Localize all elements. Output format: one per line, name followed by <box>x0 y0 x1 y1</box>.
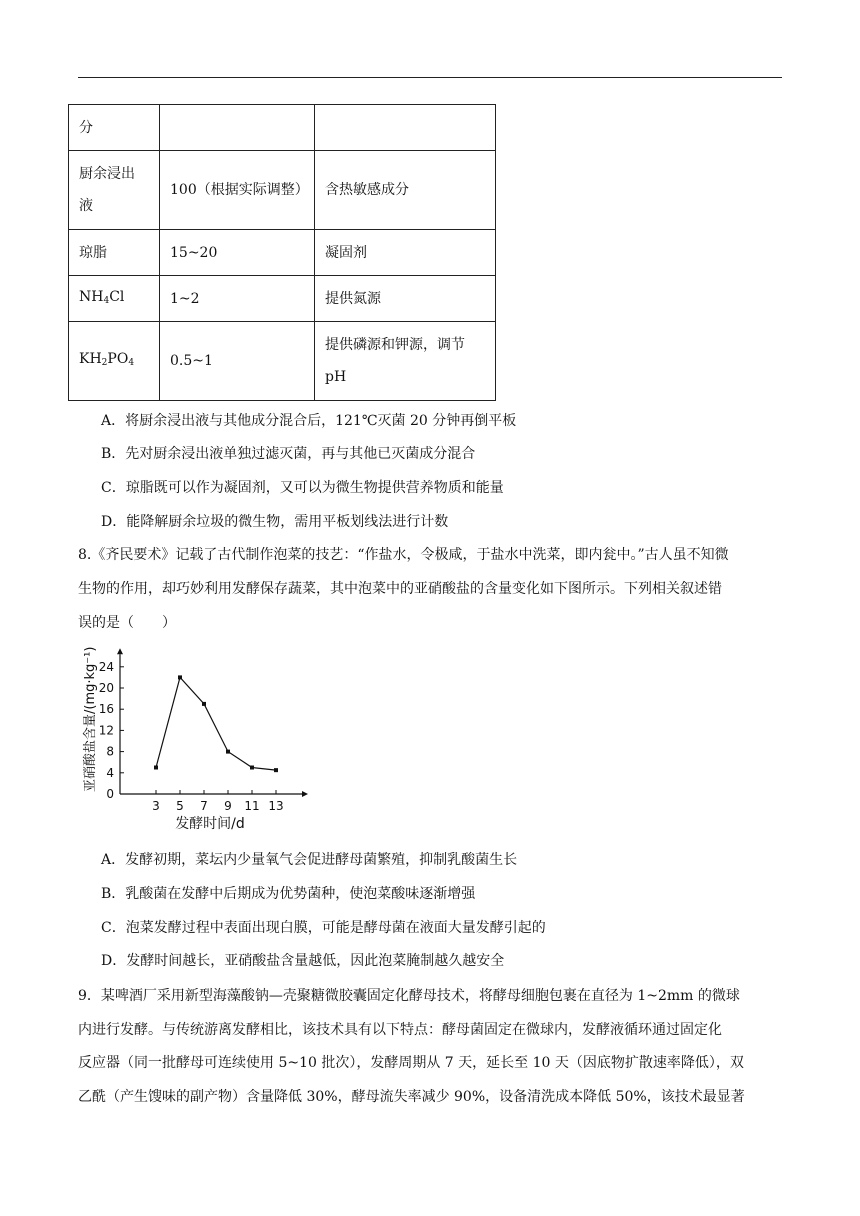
nitrite-line-chart <box>80 644 320 834</box>
chart-ticks <box>99 660 284 813</box>
data-point <box>154 766 158 770</box>
x-tick-label: 7 <box>200 799 208 813</box>
header-rule <box>78 77 782 78</box>
cell-line: pH <box>325 369 347 385</box>
table-cell <box>315 105 496 151</box>
y-axis-label: 亚硝酸盐含量/(mg·kg⁻¹) <box>83 646 98 792</box>
data-point <box>202 702 206 706</box>
q8-option-c: C．泡菜发酵过程中表面出现白膜，可能是酵母菌在液面大量发酵引起的 <box>101 920 546 936</box>
table-row <box>69 276 496 322</box>
q9-stem-line: 乙酰（产生馊味的副产物）含量降低 30%，酵母流失率减少 90%，设备清洗成本降低 50%，该技术最显著 <box>78 1089 745 1105</box>
table-cell: 15~20 <box>160 230 315 276</box>
series-line <box>156 677 276 770</box>
formula-part: PO <box>107 351 129 367</box>
table-cell <box>69 276 160 322</box>
table-cell: 琼脂 <box>69 230 160 276</box>
formula-subscript: 4 <box>103 295 110 306</box>
y-tick-label: 16 <box>98 702 114 717</box>
x-tick-label: 9 <box>224 799 232 813</box>
table-cell <box>69 151 160 230</box>
table-row <box>69 105 496 151</box>
q7-option-d: D．能降解厨余垃圾的微生物，需用平板划线法进行计数 <box>101 514 449 530</box>
table-cell: 100（根据实际调整） <box>160 151 315 230</box>
x-tick-label: 13 <box>268 799 284 813</box>
table-row <box>69 230 496 276</box>
cell-line: 提供磷源和钾源，调节 <box>325 337 465 353</box>
table-cell <box>315 322 496 401</box>
x-axis-arrow <box>302 791 308 797</box>
q8-option-b: B．乳酸菌在发酵中后期成为优势菌种，使泡菜酸味逐渐增强 <box>101 886 476 902</box>
data-point <box>178 675 182 679</box>
y-tick-label: 0 <box>106 787 114 801</box>
table-cell: 分 <box>69 105 160 151</box>
y-tick-label: 4 <box>106 765 114 780</box>
y-axis-arrow <box>117 648 123 654</box>
x-tick-label: 3 <box>152 799 160 813</box>
q8-option-a: A．发酵初期，菜坛内少量氧气会促进酵母菌繁殖，抑制乳酸菌生长 <box>101 852 518 868</box>
table-cell <box>160 105 315 151</box>
q7-option-c: C．琼脂既可以作为凝固剂，又可以为微生物提供营养物质和能量 <box>101 480 504 496</box>
y-tick-label: 24 <box>98 659 114 674</box>
q8-stem-line: 8.《齐民要术》记载了古代制作泡菜的技艺：“作盐水，令极咸，于盐水中洗菜，即内瓮中。”古人虽不知微 <box>78 547 729 563</box>
q9-stem-line: 9．某啤酒厂采用新型海藻酸钠—壳聚糖微胶囊固定化酵母技术，将酵母细胞包裹在直径为 1~2mm 的微球 <box>78 988 740 1004</box>
chart-axes <box>117 648 308 797</box>
y-tick-label: 20 <box>98 681 114 695</box>
formula-part: NH <box>79 288 104 305</box>
q8-option-d: D．发酵时间越长，亚硝酸盐含量越低，因此泡菜腌制越久越安全 <box>101 953 505 969</box>
data-point <box>226 750 230 754</box>
data-point <box>250 766 254 770</box>
x-axis-label: 发酵时间/d <box>175 816 245 832</box>
cell-line: 液 <box>79 198 93 214</box>
table-cell: 0.5~1 <box>160 322 315 401</box>
formula-part: Cl <box>109 288 125 305</box>
q8-stem-line: 误的是（ ） <box>78 615 176 631</box>
table-cell: 凝固剂 <box>315 230 496 276</box>
table-cell: 提供氮源 <box>315 276 496 322</box>
table-row <box>69 151 496 230</box>
formula-subscript: 4 <box>128 358 135 368</box>
data-point <box>274 768 278 772</box>
q8-stem-line: 生物的作用，却巧妙利用发酵保存蔬菜，其中泡菜中的亚硝酸盐的含量变化如下图所示。下列相关叙述错 <box>78 581 722 597</box>
y-tick-label: 8 <box>106 744 114 759</box>
chart-series <box>154 675 278 772</box>
q9-stem-line: 内进行发酵。与传统游离发酵相比，该技术具有以下特点：酵母菌固定在微球内，发酵液循环通过固定化 <box>78 1022 722 1038</box>
q7-option-a: A．将厨余浸出液与其他成分混合后，121℃灭菌 20 分钟再倒平板 <box>101 413 517 429</box>
cell-line: 厨余浸出 <box>79 166 135 182</box>
table-cell: 含热敏感成分 <box>315 151 496 230</box>
table-cell <box>69 322 160 401</box>
x-tick-label: 11 <box>244 799 260 813</box>
q9-stem-line: 反应器（同一批酵母可连续使用 5~10 批次），发酵周期从 7 天，延长至 10 天（因底物扩散速率降低），双 <box>78 1055 744 1071</box>
q7-option-b: B．先对厨余浸出液单独过滤灭菌，再与其他已灭菌成分混合 <box>101 446 476 462</box>
table-cell: 1~2 <box>160 276 315 322</box>
x-tick-label: 5 <box>176 799 184 813</box>
y-tick-label: 12 <box>98 723 114 738</box>
formula-part: KH <box>79 351 102 367</box>
table-row <box>69 322 496 401</box>
formula-subscript: 2 <box>101 358 108 368</box>
media-composition-table <box>68 104 496 401</box>
